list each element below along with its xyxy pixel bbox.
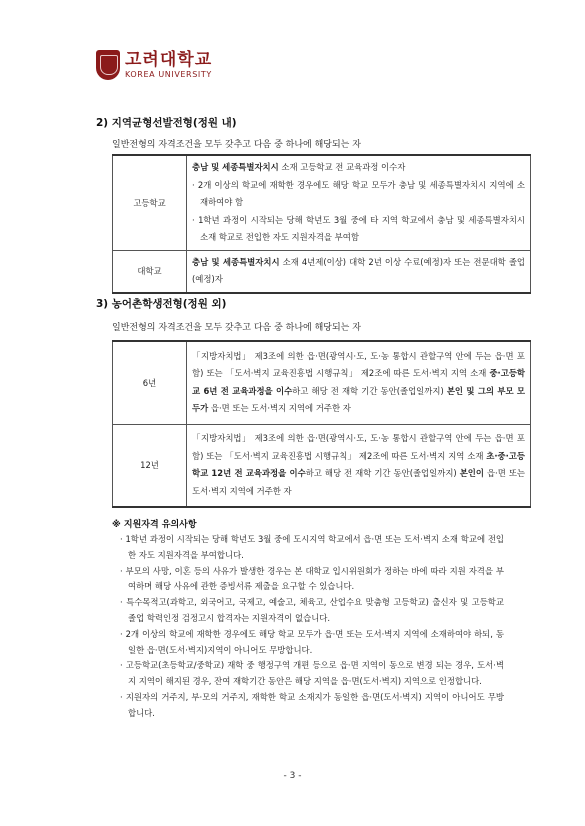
- university-seal-icon: [96, 50, 120, 80]
- section2-heading: 2) 지역균형선발전형(정원 내): [96, 117, 237, 129]
- content-text: 읍·면 또는 도서·벽지 지역에 거주한 자: [208, 403, 351, 414]
- row-label: 12년: [113, 424, 187, 507]
- row-content: [187, 424, 531, 507]
- logo-korean-name: 고려대학교: [125, 49, 213, 70]
- section2-intro: 일반전형의 자격조건을 모두 갖추고 다음 중 하나에 해당되는 자: [112, 140, 361, 150]
- content-text: 「지방자치법」 제3조에 의한 읍·면(광역시·도, 도·농 통합시 관할구역 안에 두는 읍·면 포함) 또는 「도서·벽지 교육진흥법 시행규칙」 제2조에 따른 도서·벽지 지역 소재: [192, 350, 525, 379]
- row-label: 대학교: [113, 250, 187, 293]
- lead-bold: 충남 및 세종특별자치시: [192, 256, 280, 267]
- notes-list: [120, 532, 504, 722]
- section2-table: [112, 154, 531, 294]
- row-label: 6년: [113, 341, 187, 424]
- university-logo: [96, 50, 212, 80]
- list-item: · 고등학교(초등학교/중학교) 재학 중 행정구역 개편 등으로 읍·면 지역이 동으로 변경 되는 경우, 도서·벽지 지역이 해지된 경우, 잔여 재학기간 동안은 해당 지역을 읍·면(도서·벽지) 지역으로 인정합니다.: [120, 660, 504, 687]
- notes-title: ※ 지원자격 유의사항: [112, 520, 197, 530]
- list-item: · 지원자의 거주지, 부·모의 거주지, 재학한 학교 소재지가 동일한 읍·면(도서·벽지) 지역이 아니어도 무방합니다.: [120, 691, 504, 718]
- content-bold: 본인이: [459, 468, 484, 479]
- section3-intro: 일반전형의 자격조건을 모두 갖추고 다음 중 하나에 해당되는 자: [112, 323, 361, 333]
- bullet-item: · 1학년 과정이 시작되는 당해 학년도 3월 중에 타 지역 학교에서 충남 및 세종특별자치시 소재 학교로 전입한 자도 지원자격을 부여함: [192, 214, 525, 242]
- table-row: [113, 250, 531, 293]
- section3-table: [112, 340, 531, 508]
- list-item: · 부모의 사망, 이혼 등의 사유가 발생한 경우는 본 대학교 입시위원회가 정하는 바에 따라 지원 자격을 부여하며 해당 사유에 관한 증빙서류 제출을 요구할 수 있습니다.: [120, 565, 504, 592]
- lead-rest: 소재 고등학교 전 교육과정 이수자: [278, 162, 406, 172]
- row-content: [187, 250, 531, 293]
- content-bold: 초·중·고등학교 12년 전 교육과정을 이수: [192, 450, 525, 479]
- list-item: · 2개 이상의 학교에 재학한 경우에도 해당 학교 모두가 읍·면 또는 도서·벽지 지역에 소재하여야 하되, 동일한 읍·면(도서·벽지)지역이 아니어도 무방합니다.: [120, 628, 504, 655]
- row-label: 고등학교: [113, 155, 187, 250]
- table-row: [113, 341, 531, 424]
- list-item: · 특수목적고(과학고, 외국어고, 국제고, 예술고, 체육고, 산업수요 맞춤형 고등학교) 출신자 및 고등학교 졸업 학력인정 검정고시 합격자는 지원자격이 없습니다.: [120, 597, 504, 623]
- lead-rest: 소재 4년제(이상) 대학 2년 이상 수료(예정)자 또는 전문대학 졸업(예정)자: [192, 256, 526, 284]
- row-content: [187, 155, 531, 250]
- content-bold: 중·고등학교 6년 전 교육과정을 이수: [192, 368, 525, 396]
- content-text: 「지방자치법」 제3조에 의한 읍·면(광역시·도, 도·농 통합시 관할구역 안에 두는 읍·면 포함) 또는 「도서·벽지 교육진흥법 시행규칙」 제2조에 따른 도서·벽지 지역 소재: [192, 433, 525, 461]
- content-text: 읍·면 또는 도서·벽지 지역에 거주한 자: [192, 468, 525, 496]
- bullet-item: · 2개 이상의 학교에 재학한 경우에도 해당 학교 모두가 충남 및 세종특별자치시 지역에 소재하여야 함: [192, 179, 525, 207]
- table-row: [113, 424, 531, 507]
- content-text: 하고 해당 전 재학 기간 동안(졸업일까지): [305, 468, 460, 479]
- list-item: · 1학년 과정이 시작되는 당해 학년도 3월 중에 도시지역 학교에서 읍·면 또는 도서·벽지 소재 학교에 전입한 자도 지원자격을 부여합니다.: [120, 534, 504, 560]
- content-bold: 본인 및 그의 부모 모두가: [192, 385, 525, 414]
- page-number: - 3 -: [283, 771, 302, 781]
- logo-english-name: KOREA UNIVERSITY: [125, 69, 212, 79]
- row-content: [187, 341, 531, 424]
- content-text: 하고 해당 전 재학 기간 동안(졸업일까지): [292, 385, 447, 396]
- table-row: [113, 155, 531, 250]
- section3-heading: 3) 농어촌학생전형(정원 외): [96, 298, 227, 310]
- lead-bold: 충남 및 세종특별자치시: [192, 162, 279, 172]
